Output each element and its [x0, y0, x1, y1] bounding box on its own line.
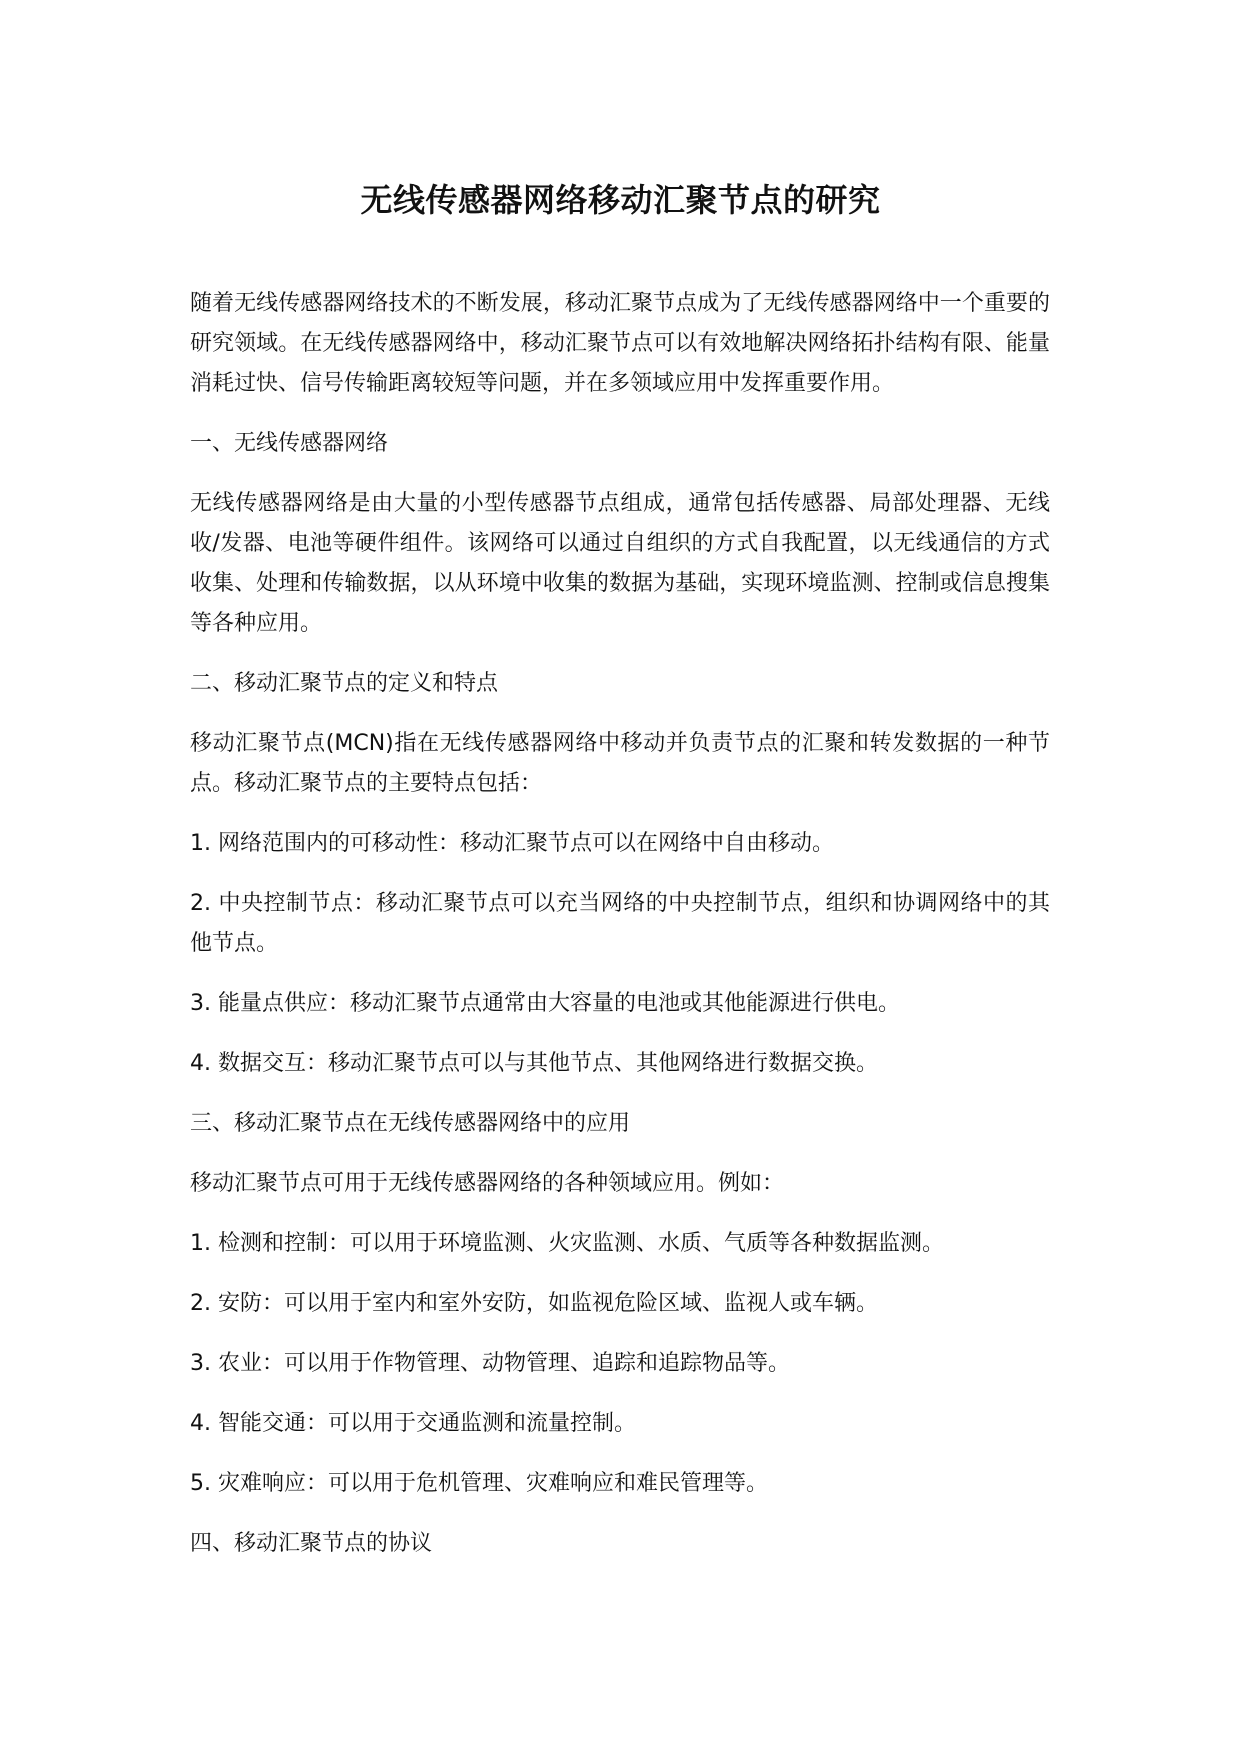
section-1-paragraph: 无线传感器网络是由大量的小型传感器节点组成，通常包括传感器、局部处理器、无线收/发器、电池等硬件组件。该网络可以通过自组织的方式自我配置，以无线通信的方式收集、处理和传输数据，以从环境中收集的数据为基础，实现环境监测、控制或信息搜集等各种应用。 — [190, 491, 1050, 636]
document-title: 无线传感器网络移动汇聚节点的研究 — [360, 181, 881, 219]
section-3-paragraph: 移动汇聚节点可用于无线传感器网络的各种领域应用。例如： — [190, 1171, 785, 1196]
section-heading-2: 二、移动汇聚节点的定义和特点 — [190, 671, 499, 696]
list-item: 5. 灾难响应：可以用于危机管理、灾难响应和难民管理等。 — [190, 1471, 768, 1496]
section-heading-1: 一、无线传感器网络 — [190, 431, 389, 456]
list-item: 4. 智能交通：可以用于交通监测和流量控制。 — [190, 1411, 636, 1436]
list-item: 3. 农业：可以用于作物管理、动物管理、追踪和追踪物品等。 — [190, 1351, 790, 1376]
section-heading-3: 三、移动汇聚节点在无线传感器网络中的应用 — [190, 1111, 631, 1136]
section-heading-4: 四、移动汇聚节点的协议 — [190, 1531, 433, 1556]
document-body — [190, 284, 1050, 1584]
list-item: 4. 数据交互：移动汇聚节点可以与其他节点、其他网络进行数据交换。 — [190, 1051, 878, 1076]
intro-paragraph: 随着无线传感器网络技术的不断发展，移动汇聚节点成为了无线传感器网络中一个重要的研究领域。在无线传感器网络中，移动汇聚节点可以有效地解决网络拓扑结构有限、能量消耗过快、信号传输距离较短等问题，并在多领域应用中发挥重要作用。 — [190, 291, 1050, 396]
list-item: 1. 网络范围内的可移动性：移动汇聚节点可以在网络中自由移动。 — [190, 831, 834, 856]
list-item: 2. 安防：可以用于室内和室外安防，如监视危险区域、监视人或车辆。 — [190, 1291, 878, 1316]
list-item: 3. 能量点供应：移动汇聚节点通常由大容量的电池或其他能源进行供电。 — [190, 991, 900, 1016]
list-item: 1. 检测和控制：可以用于环境监测、火灾监测、水质、气质等各种数据监测。 — [190, 1231, 944, 1256]
section-2-paragraph: 移动汇聚节点(MCN)指在无线传感器网络中移动并负责节点的汇聚和转发数据的一种节点。移动汇聚节点的主要特点包括： — [190, 731, 1050, 796]
list-item: 2. 中央控制节点：移动汇聚节点可以充当网络的中央控制节点，组织和协调网络中的其他节点。 — [190, 891, 1050, 956]
